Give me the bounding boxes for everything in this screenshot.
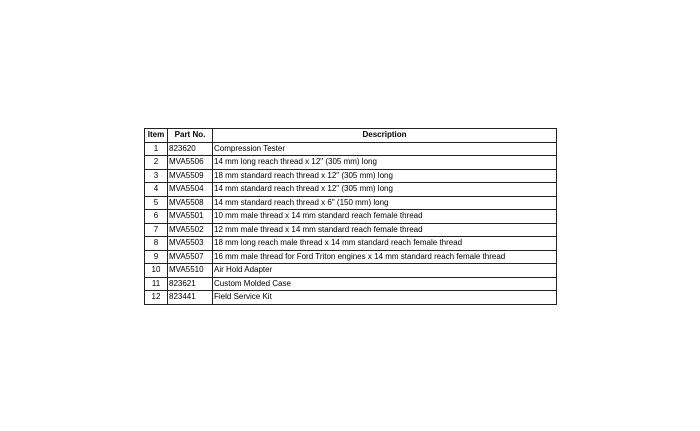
cell-description: 10 mm male thread x 14 mm standard reach female thread — [213, 210, 557, 224]
table-row — [145, 277, 557, 291]
cell-item: 1 — [145, 142, 168, 156]
table-row — [145, 169, 557, 183]
table-body — [145, 142, 557, 304]
cell-item: 10 — [145, 264, 168, 278]
parts-table — [144, 128, 557, 305]
cell-part-no: MVA5503 — [168, 237, 213, 251]
cell-description: 12 mm male thread x 14 mm standard reach female thread — [213, 223, 557, 237]
cell-part-no: MVA5506 — [168, 156, 213, 170]
cell-description: Field Service Kit — [213, 291, 557, 305]
table-row — [145, 223, 557, 237]
cell-item: 11 — [145, 277, 168, 291]
column-header-description: Description — [213, 129, 557, 143]
table-row — [145, 210, 557, 224]
column-header-part-no: Part No. — [168, 129, 213, 143]
cell-item: 2 — [145, 156, 168, 170]
table-row — [145, 156, 557, 170]
table-row — [145, 183, 557, 197]
cell-description: 18 mm standard reach thread x 12" (305 mm) long — [213, 169, 557, 183]
cell-item: 6 — [145, 210, 168, 224]
column-header-item: Item — [145, 129, 168, 143]
cell-item: 3 — [145, 169, 168, 183]
cell-part-no: 823441 — [168, 291, 213, 305]
table-row — [145, 142, 557, 156]
cell-part-no: MVA5504 — [168, 183, 213, 197]
cell-part-no: MVA5508 — [168, 196, 213, 210]
cell-part-no: MVA5507 — [168, 250, 213, 264]
table-header-row — [145, 129, 557, 143]
cell-description: 18 mm long reach male thread x 14 mm standard reach female thread — [213, 237, 557, 251]
cell-item: 12 — [145, 291, 168, 305]
table-row — [145, 250, 557, 264]
table-row — [145, 196, 557, 210]
cell-item: 9 — [145, 250, 168, 264]
cell-part-no: MVA5510 — [168, 264, 213, 278]
cell-item: 4 — [145, 183, 168, 197]
cell-part-no: MVA5509 — [168, 169, 213, 183]
cell-part-no: 823621 — [168, 277, 213, 291]
cell-part-no: MVA5502 — [168, 223, 213, 237]
cell-description: Custom Molded Case — [213, 277, 557, 291]
cell-description: 14 mm standard reach thread x 12" (305 mm) long — [213, 183, 557, 197]
table-row — [145, 264, 557, 278]
cell-item: 5 — [145, 196, 168, 210]
cell-description: 14 mm long reach thread x 12" (305 mm) long — [213, 156, 557, 170]
cell-description: 14 mm standard reach thread x 6" (150 mm) long — [213, 196, 557, 210]
cell-description: Compression Tester — [213, 142, 557, 156]
cell-item: 7 — [145, 223, 168, 237]
cell-part-no: MVA5501 — [168, 210, 213, 224]
cell-description: 16 mm male thread for Ford Triton engines x 14 mm standard reach female thread — [213, 250, 557, 264]
table-row — [145, 291, 557, 305]
cell-part-no: 823620 — [168, 142, 213, 156]
cell-item: 8 — [145, 237, 168, 251]
cell-description: Air Hold Adapter — [213, 264, 557, 278]
table-row — [145, 237, 557, 251]
